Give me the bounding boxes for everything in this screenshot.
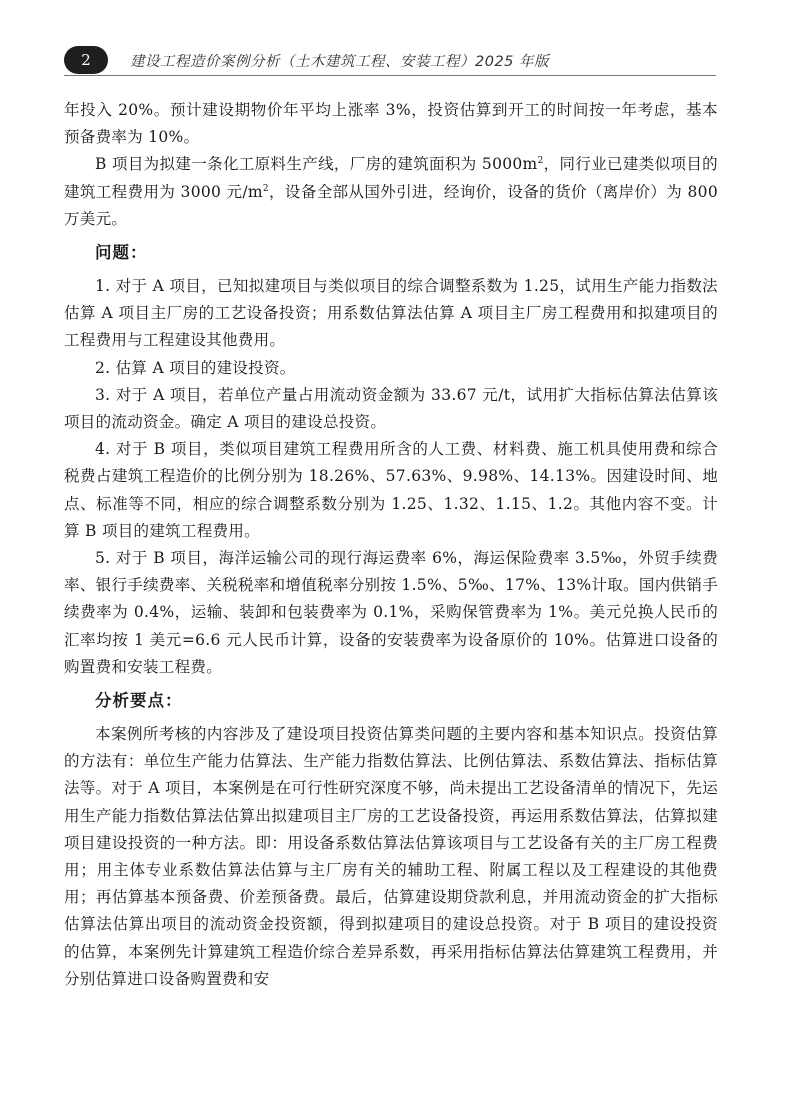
question-5: 5. 对于 B 项目，海洋运输公司的现行海运费率 6%，海运保险费率 3.5‰，外贸手续费率、银行手续费率、关税税率和增值税率分别按 1.5%、5‰、17%、13%计取。国内供销手续费率为 0.4%，运输、装卸和包装费率为 0.1%，采购保管费率为 1%。美元兑换人民币的汇率均按 1 美元=6.6 元人民币计算，设备的安装费率为设备原价的 10%。估算进口设备的购置费和安装工程费。 (64, 549, 718, 676)
superscript-square: 2 (262, 183, 269, 194)
paragraph-b-text-1: B 项目为拟建一条化工原料生产线，厂房的建筑面积为 5000m (95, 155, 538, 174)
question-2: 2. 估算 A 项目的建设投资。 (95, 358, 296, 377)
page-number: 2 (64, 46, 108, 74)
analysis-paragraph: 本案例所考核的内容涉及了建设项目投资估算类问题的主要内容和基本知识点。投资估算的方法有：单位生产能力估算法、生产能力指数估算法、比例估算法、系数估算法、指标估算法等。对于 A 项目，本案例是在可行性研究深度不够，尚未提出工艺设备清单的情况下，先运用生产能力指数估算法估算出拟建项目主厂房的工艺设备投资，再运用系数估算法，估算拟建项目建设投资的一种方法。即：用设备系数估算法估算该项目与工艺设备有关的主厂房工程费用；用主体专业系数估算法估算与主厂房有关的辅助工程、附属工程以及工程建设的其他费用；再估算基本预备费、价差预备费。最后，估算建设期贷款利息，并用流动资金的扩大指标估算法估算出项目的流动资金投资额，得到拟建项目的建设总投资。对于 B 项目的建设投资的估算，本案例先计算建筑工程造价综合差异系数，再采用指标估算法估算建筑工程费用，并分别估算进口设备购置费和安 (64, 725, 718, 988)
page-header (64, 44, 716, 78)
paragraph-b-text-3: ，设备全部从国外引进，经询价，设备的货价（离岸价）为 800 万美元。 (64, 182, 718, 228)
running-title: 建设工程造价案例分析（土木建筑工程、安装工程）2025 年版 (130, 54, 550, 70)
superscript-square: 2 (537, 156, 544, 167)
paragraph-a-project-continued: 年投入 20%。预计建设期物价年平均上涨率 3%，投资估算到开工的时间按一年考虑，基本预备费率为 10%。 (64, 101, 718, 147)
question-3: 3. 对于 A 项目，若单位产量占用流动资金额为 33.67 元/t，试用扩大指标估算法估算该项目的流动资金。确定 A 项目的建设总投资。 (64, 385, 718, 432)
question-4: 4. 对于 B 项目，类似项目建筑工程费用所含的人工费、材料费、施工机具使用费和综合税费占建筑工程造价的比例分别为 18.26%、57.63%、9.98%、14.13%。因建设时间、地点、标准等不同，相应的综合调整系数分别为 1.25、1.32、1.15、1.2。其他内容不变。计算 B 项目的建筑工程费用。 (64, 440, 718, 540)
questions-heading: 问题： (95, 243, 148, 263)
paragraph-b-project (64, 151, 718, 233)
body-text (64, 97, 718, 993)
paragraph-b-text-2: ，同行业已建类似项目的建筑工程费用为 3000 元/m (64, 155, 718, 201)
header-rule (64, 75, 716, 76)
question-1: 1. 对于 A 项目，已知拟建项目与类似项目的综合调整系数为 1.25，试用生产能力指数法估算 A 项目主厂房的工艺设备投资；用系数估算法估算 A 项目主厂房工程费用和拟建项目的工程费用与工程建设其他费用。 (64, 277, 718, 350)
analysis-heading: 分析要点： (95, 691, 183, 711)
